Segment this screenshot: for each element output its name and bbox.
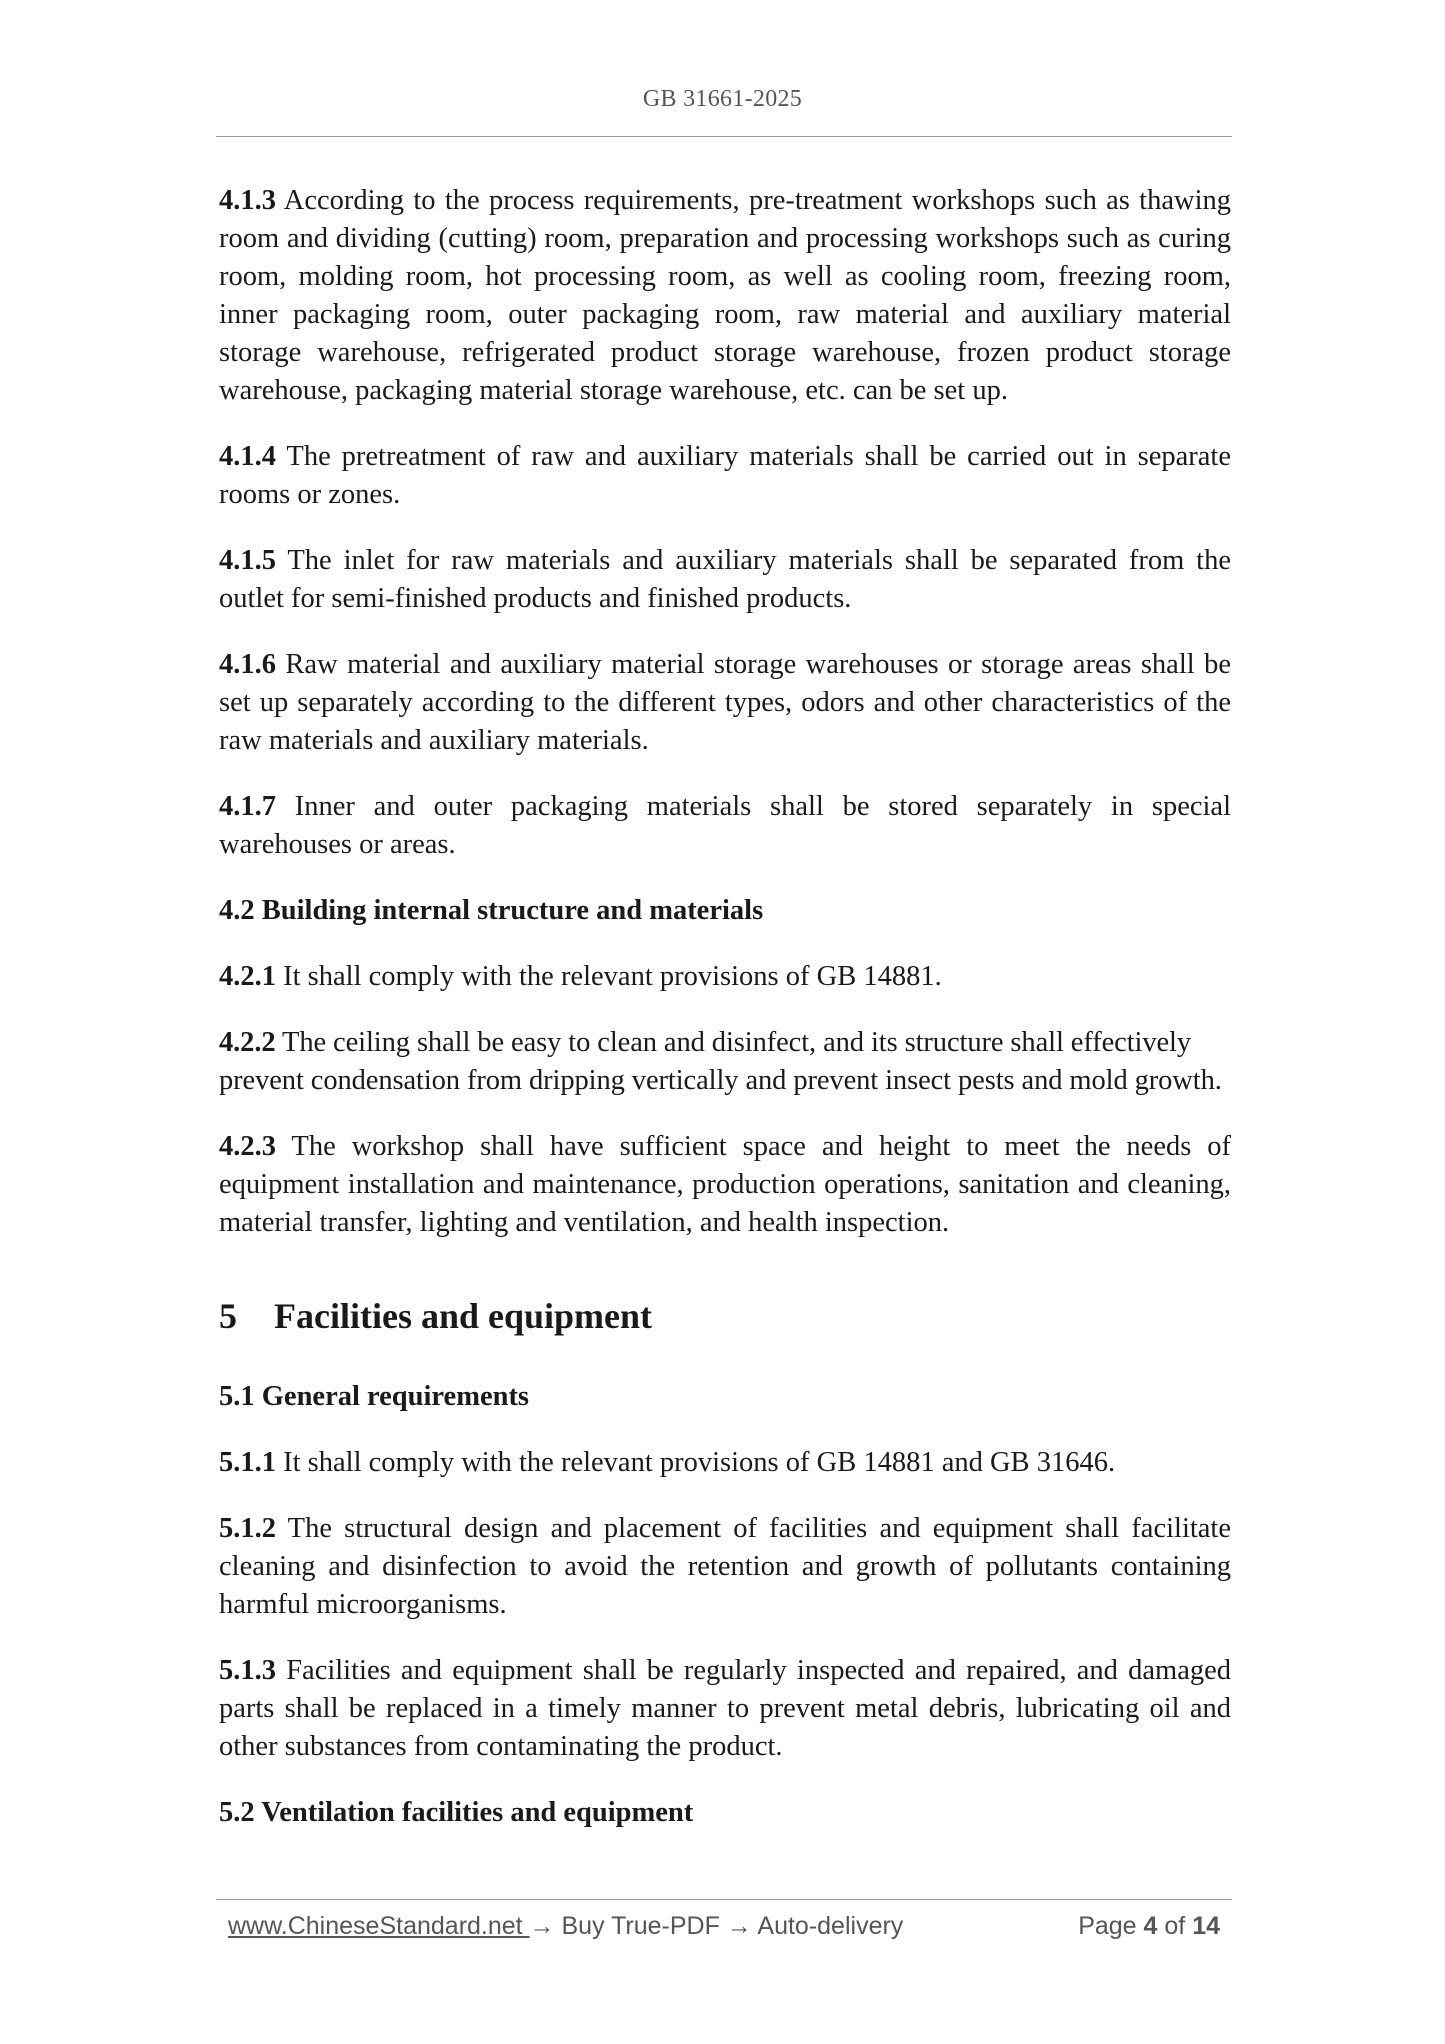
- clause-text: The structural design and placement of facilities and equipment shall facilitate cleaning and disinfection to avoid the retention and growth of pollutants containing harmful microorganisms.: [219, 1513, 1231, 1620]
- header-divider: [216, 136, 1232, 137]
- section-heading-5-2: 5.2 Ventilation facilities and equipment: [219, 1797, 694, 1828]
- clause-number: 4.2.2: [219, 1027, 276, 1058]
- clause-4-1-4: [219, 438, 1231, 514]
- clause-number: 4.2.3: [219, 1131, 276, 1162]
- clause-text: It shall comply with the relevant provisions of GB 14881.: [276, 961, 942, 992]
- clause-5-1-1: [219, 1444, 1231, 1482]
- clause-number: 4.1.6: [219, 649, 276, 680]
- clause-text: Facilities and equipment shall be regularly inspected and repaired, and damaged parts shall be replaced in a timely manner to prevent metal debris, lubricating oil and other substances from contaminating the product.: [219, 1655, 1231, 1762]
- clause-number: 5.1.2: [219, 1513, 276, 1544]
- document-id-header: GB 31661-2025: [642, 86, 803, 112]
- section-heading-4-2: 4.2 Building internal structure and materials: [219, 895, 764, 926]
- clause-number: 4.1.3: [219, 185, 276, 216]
- clause-text: The workshop shall have sufficient space and height to meet the needs of equipment installation and maintenance, production operations, sanitation and cleaning, material transfer, lighting and ventilation, and health inspection.: [219, 1131, 1231, 1238]
- clause-5-1-2: [219, 1510, 1231, 1624]
- current-page-number: 4: [1143, 1912, 1158, 1940]
- clause-text: It shall comply with the relevant provisions of GB 14881 and GB 31646.: [276, 1447, 1116, 1478]
- footer-promo: [228, 1912, 903, 1941]
- chapter-heading: [219, 1294, 1231, 1338]
- clause-text: Inner and outer packaging materials shall be stored separately in special warehouses or areas.: [219, 791, 1231, 860]
- clause-number: 4.1.7: [219, 791, 276, 822]
- clause-text: The inlet for raw materials and auxiliary materials shall be separated from the outlet for semi-finished products and finished products.: [219, 545, 1231, 614]
- clause-4-1-6: [219, 646, 1231, 760]
- page-label: Page: [1078, 1912, 1144, 1940]
- section-heading-5-1: 5.1 General requirements: [219, 1381, 530, 1412]
- clause-4-1-3: [219, 182, 1231, 410]
- clause-number: 4.1.4: [219, 441, 276, 472]
- total-pages-number: 14: [1192, 1912, 1220, 1940]
- clause-text: The ceiling shall be easy to clean and disinfect, and its structure shall effectively prevent condensation from dripping vertically and prevent insect pests and mold growth.: [219, 1027, 1222, 1096]
- website-link[interactable]: www.ChineseStandard.net: [228, 1912, 530, 1940]
- clause-4-2-3: [219, 1128, 1231, 1242]
- clause-4-1-5: [219, 542, 1231, 618]
- clause-4-2-2: [219, 1024, 1231, 1100]
- arrow-right-icon: →: [726, 1912, 752, 1940]
- clause-text: According to the process requirements, pre-treatment workshops such as thawing room and dividing (cutting) room, preparation and processing workshops such as curing room, molding room, hot processing room, as well as cooling room, freezing room, inner packaging room, outer packaging room, raw material and auxiliary material storage warehouse, refrigerated product storage warehouse, frozen product storage warehouse, packaging material storage warehouse, etc. can be set up.: [219, 185, 1231, 406]
- chapter-number: 5: [219, 1296, 237, 1336]
- of-label: of: [1157, 1912, 1193, 1940]
- clause-4-2-1: [219, 958, 1231, 996]
- clause-text: The pretreatment of raw and auxiliary materials shall be carried out in separate rooms or zones.: [219, 441, 1231, 510]
- clause-number: 5.1.1: [219, 1447, 276, 1478]
- auto-delivery-text: Auto-delivery: [751, 1912, 904, 1940]
- page-body: [219, 182, 1231, 1860]
- clause-number: 4.1.5: [219, 545, 276, 576]
- buy-true-pdf-text: Buy True-PDF: [554, 1912, 727, 1940]
- clause-4-1-7: [219, 788, 1231, 864]
- page-indicator: [1078, 1912, 1220, 1941]
- page-footer: [228, 1912, 1228, 1952]
- chapter-title: Facilities and equipment: [274, 1296, 653, 1336]
- footer-divider: [216, 1899, 1232, 1900]
- clause-text: Raw material and auxiliary material storage warehouses or storage areas shall be set up separately according to the different types, odors and other characteristics of the raw materials and auxiliary materials.: [219, 649, 1231, 756]
- clause-5-1-3: [219, 1652, 1231, 1766]
- clause-number: 5.1.3: [219, 1655, 276, 1686]
- arrow-right-icon: →: [529, 1912, 555, 1940]
- clause-number: 4.2.1: [219, 961, 276, 992]
